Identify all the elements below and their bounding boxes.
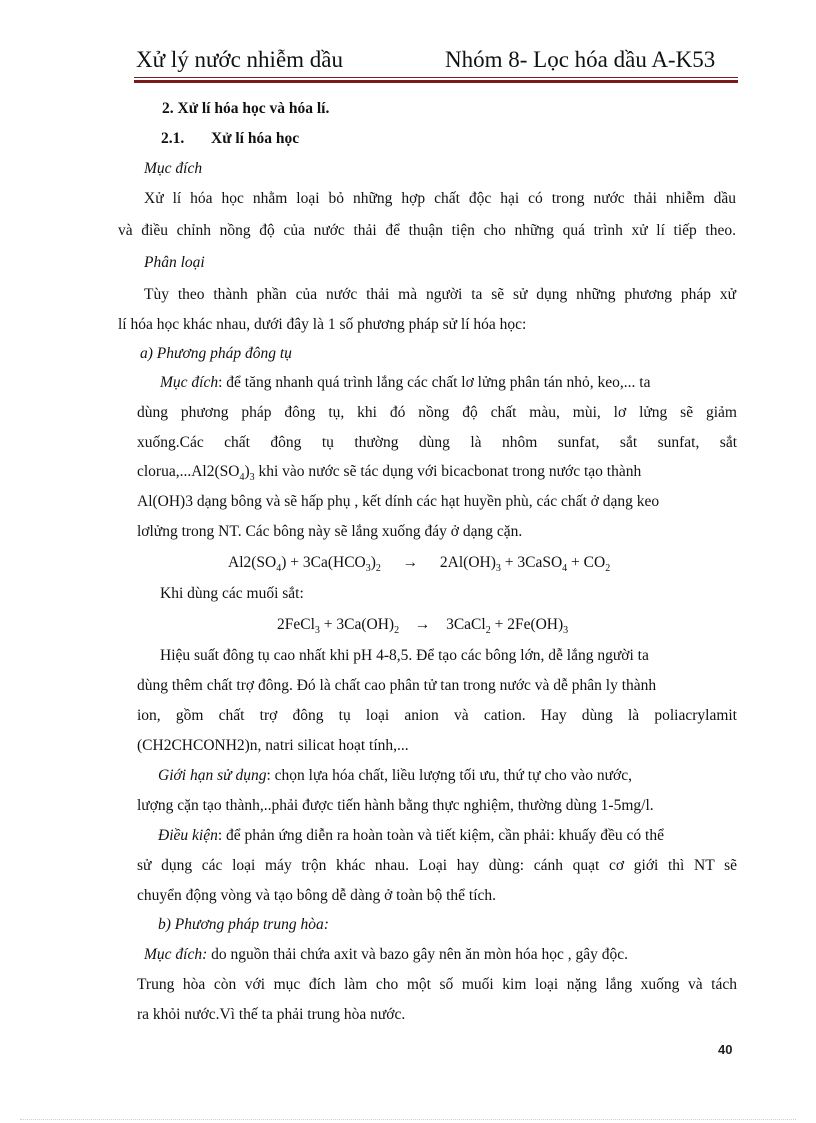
efficiency-line-3: ion, gồm chất trợ đông tụ loại anion và cation. Hay dùng là poliacrylamit bbox=[137, 707, 737, 724]
efficiency-line-1: Hiệu suất đông tụ cao nhất khi pH 4-8,5. Để tạo các bông lớn, dễ lắng người ta bbox=[160, 647, 649, 664]
subscript: 3 bbox=[495, 563, 501, 574]
eq-part: 2FeCl bbox=[277, 616, 315, 633]
conditions-line-2: sử dụng các loại máy trộn khác nhau. Loại hay dùng: cánh quạt cơ giới thì NT sẽ bbox=[137, 857, 737, 874]
method-a-line-4 bbox=[137, 463, 641, 487]
header-rule-thick bbox=[134, 80, 738, 83]
header-rule-thin bbox=[134, 77, 738, 78]
subscript: 2 bbox=[605, 563, 611, 574]
header-left-title: Xử lý nước nhiễm dầu bbox=[136, 47, 343, 72]
usage-limit-line-2: lượng cặn tạo thành,..phải được tiến hành bằng thực nghiệm, thường dùng 1-5mg/l. bbox=[137, 797, 654, 814]
method-b-purpose-line-1 bbox=[144, 946, 628, 964]
method-b-purpose-label: Mục đích: bbox=[144, 946, 208, 963]
arrow-icon: → bbox=[414, 616, 431, 633]
conditions-line-1 bbox=[158, 827, 664, 845]
method-a-line-6: lơlửng trong NT. Các bông này sẽ lắng xuống đáy ở dạng cặn. bbox=[137, 523, 523, 540]
eq-part: + CO bbox=[567, 554, 606, 571]
conditions-text: : để phản ứng diễn ra hoàn toàn và tiết kiệm, cần phải: khuấy đều có thể bbox=[217, 827, 664, 844]
method-a-line-3: xuống.Các chất đông tụ thường dùng là nhôm sunfat, sắt sunfat, sắt bbox=[137, 434, 737, 451]
method-a-line-2: dùng phương pháp đông tụ, khi đó nồng độ chất màu, mùi, lơ lửng sẽ giảm bbox=[137, 404, 737, 421]
eq-part: 3CaCl bbox=[446, 616, 486, 633]
usage-limit-line-1 bbox=[158, 767, 632, 785]
subscript: 2 bbox=[485, 625, 491, 636]
subscript: 2 bbox=[375, 563, 381, 574]
eq-part: 2Al(OH) bbox=[439, 554, 496, 571]
subscript: 2 bbox=[394, 625, 400, 636]
page-number: 40 bbox=[718, 1042, 733, 1057]
subscript: 4 bbox=[239, 472, 245, 483]
method-a-heading: a) Phương pháp đông tụ bbox=[140, 345, 292, 362]
subscript: 3 bbox=[365, 563, 371, 574]
phan-loai-line-1: Tùy theo thành phần của nước thải mà người ta sẽ sử dụng những phương pháp xử bbox=[144, 286, 736, 303]
conditions-line-3: chuyển động vòng và tạo bông dễ dàng ở toàn bộ thể tích. bbox=[137, 887, 497, 904]
method-b-line-2: Trung hòa còn với mục đích làm cho một số muối kim loại nặng lắng xuống và tách bbox=[137, 976, 737, 993]
method-b-line-3: ra khỏi nước.Vì thế ta phải trung hòa nước. bbox=[137, 1006, 406, 1023]
eq-part: ) bbox=[370, 554, 376, 571]
section-2-1-title: Xử lí hóa học bbox=[211, 130, 300, 147]
eq-part: + 3CaSO bbox=[500, 554, 563, 571]
arrow-icon: → bbox=[402, 554, 419, 571]
method-a-line-5: Al(OH)3 dạng bông và sẽ hấp phụ , kết dính các hạt huyền phù, các chất ở dạng keo bbox=[137, 493, 660, 510]
equation-iron-coagulation bbox=[277, 616, 568, 636]
section-2-heading: 2. Xử lí hóa học và hóa lí. bbox=[162, 100, 330, 117]
efficiency-line-4: (CH2CHCONH2)n, natri silicat hoạt tính,... bbox=[137, 737, 409, 754]
method-a-line-4-part: ) bbox=[244, 463, 250, 480]
method-a-purpose-label: Mục đích bbox=[160, 374, 219, 391]
method-a-purpose-line-1 bbox=[160, 374, 736, 392]
phan-loai-line-2: lí hóa học khác nhau, dưới đây là 1 số phương pháp sử lí hóa học: bbox=[118, 316, 527, 333]
section-2-1-number: 2.1. bbox=[161, 130, 185, 147]
footer-dotted-line bbox=[20, 1119, 796, 1120]
conditions-label: Điều kiện bbox=[158, 827, 218, 844]
subscript: 4 bbox=[276, 563, 282, 574]
method-a-line-4-part: clorua,...Al2(SO bbox=[137, 463, 240, 480]
eq-part: + 3Ca(OH) bbox=[319, 616, 395, 633]
eq-part: ) + 3Ca(HCO bbox=[281, 554, 366, 571]
header-right-title: Nhóm 8- Lọc hóa dầu A-K53 bbox=[445, 47, 716, 72]
eq-part: Al2(SO bbox=[228, 554, 277, 571]
iron-salts-intro: Khi dùng các muối sắt: bbox=[160, 585, 304, 602]
usage-limit-text: : chọn lựa hóa chất, liều lượng tối ưu, thứ tự cho vào nước, bbox=[266, 767, 632, 784]
subscript: 4 bbox=[562, 563, 568, 574]
usage-limit-label: Giới hạn sử dụng bbox=[158, 767, 267, 784]
equation-alum-coagulation bbox=[228, 554, 610, 574]
muc-dich-line-1: Xử lí hóa học nhằm loại bỏ những hợp chất độc hại có trong nước thải nhiễm dầu bbox=[144, 190, 736, 207]
method-a-purpose-text: : để tăng nhanh quá trình lắng các chất lơ lửng phân tán nhỏ, keo,... ta bbox=[218, 374, 651, 391]
subscript: 3 bbox=[563, 625, 569, 636]
muc-dich-line-2: và điều chỉnh nồng độ của nước thải để thuận tiện cho những quá trình xử lí tiếp theo. bbox=[118, 222, 736, 239]
method-a-line-4-part: khi vào nước sẽ tác dụng với bicacbonat trong nước tạo thành bbox=[254, 463, 642, 480]
efficiency-line-2: dùng thêm chất trợ đông. Đó là chất cao phân tử tan trong nước và dễ phân ly thành bbox=[137, 677, 657, 694]
phan-loai-heading: Phân loại bbox=[144, 254, 205, 271]
muc-dich-heading: Mục đích bbox=[144, 160, 203, 177]
method-b-heading: b) Phương pháp trung hòa: bbox=[158, 916, 329, 933]
eq-part: + 2Fe(OH) bbox=[490, 616, 564, 633]
method-b-purpose-text: do nguồn thải chứa axit và bazo gây nên ăn mòn hóa học , gây độc. bbox=[207, 946, 629, 963]
subscript: 3 bbox=[314, 625, 320, 636]
subscript: 3 bbox=[249, 472, 255, 483]
